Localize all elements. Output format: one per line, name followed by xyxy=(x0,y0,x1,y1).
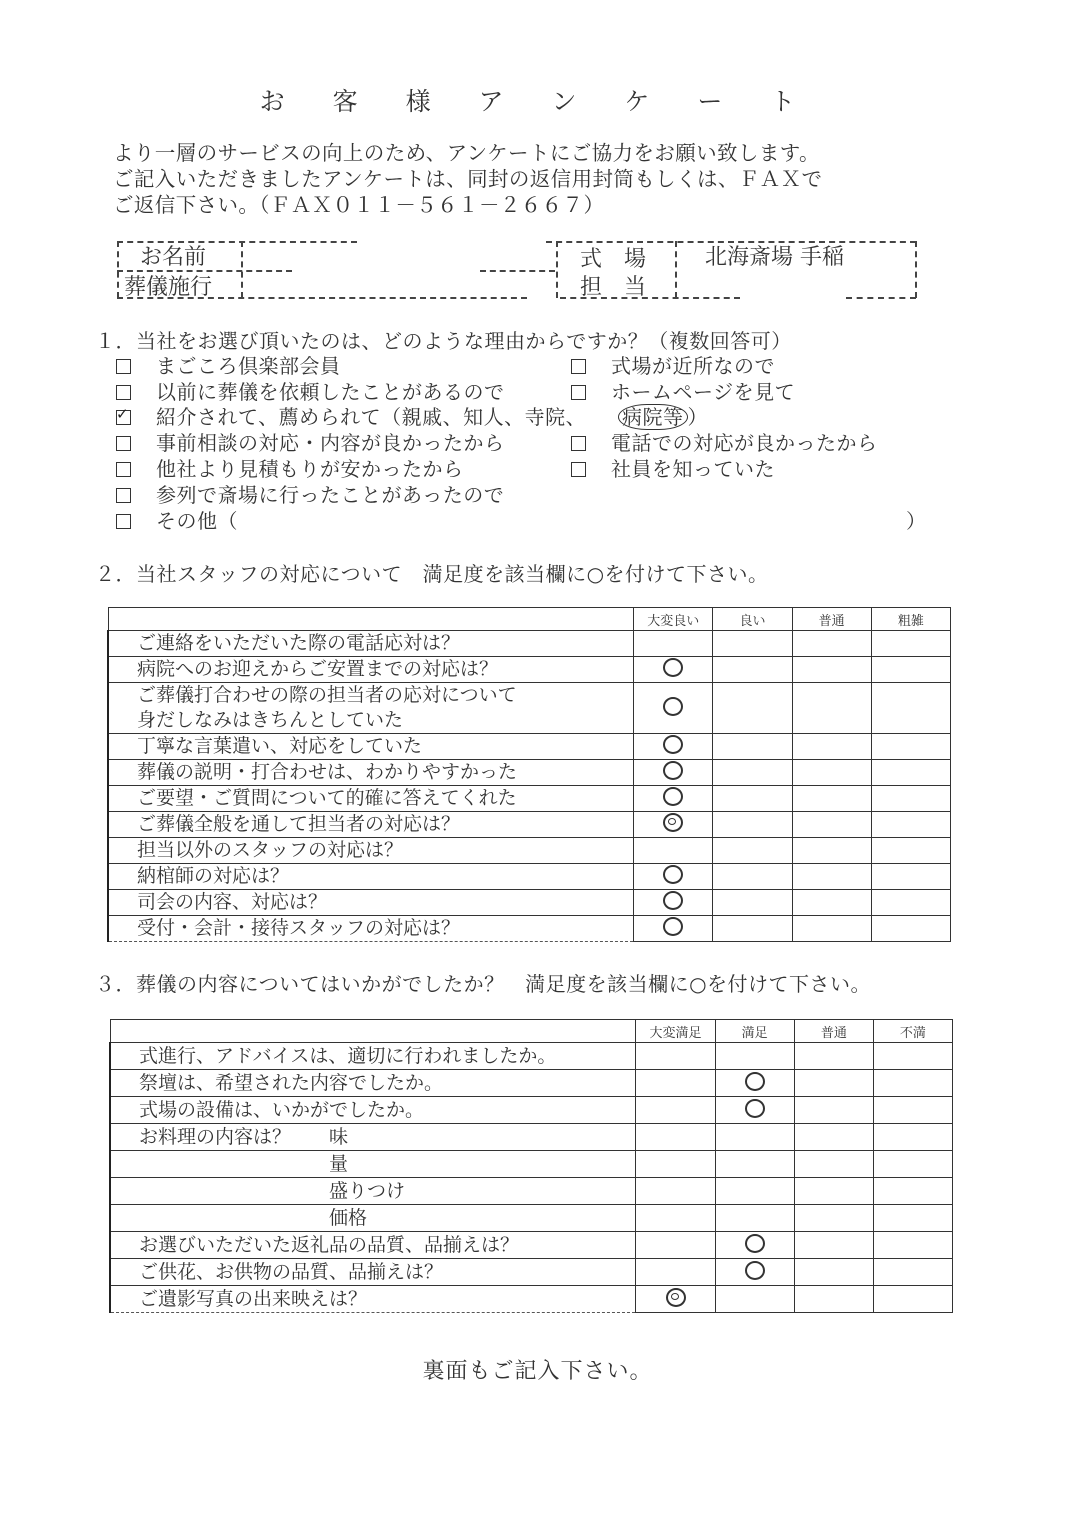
question-text: 式進行、アドバイスは、適切に行われましたか。 xyxy=(110,1043,636,1070)
option-label: 社員を知っていた xyxy=(611,457,775,481)
rating-cell[interactable] xyxy=(871,760,950,786)
circle-mark-icon xyxy=(663,917,683,936)
rating-cell[interactable] xyxy=(713,812,792,838)
rating-cell[interactable] xyxy=(636,1043,715,1070)
table-row xyxy=(110,1205,953,1232)
question-text: 納棺師の対応は？ xyxy=(108,864,634,890)
rating-cell[interactable] xyxy=(713,864,792,890)
q3-heading: ３．葬儀の内容についてはいかがでしたか？ 満足度を該当欄に○を付けて下さい。 xyxy=(95,972,872,996)
rating-cell[interactable] xyxy=(636,1205,715,1232)
question-text: ご連絡をいただいた際の電話応対は？ xyxy=(108,631,634,657)
question-text: 担当以外のスタッフの対応は？ xyxy=(108,838,634,864)
rating-cell[interactable] xyxy=(715,1178,794,1205)
circle-mark-icon xyxy=(666,1288,686,1307)
table-row xyxy=(108,916,951,942)
q3-table xyxy=(109,1019,953,1313)
rating-cell[interactable] xyxy=(794,1232,873,1259)
rating-cell[interactable] xyxy=(634,786,713,812)
rating-cell[interactable] xyxy=(794,1259,873,1286)
table-row xyxy=(110,1070,953,1097)
rating-cell[interactable] xyxy=(713,657,792,683)
rating-cell[interactable] xyxy=(792,786,871,812)
page-title: お 客 様 ア ン ケ ー ト xyxy=(259,87,816,116)
rating-cell[interactable] xyxy=(636,1232,715,1259)
rating-cell[interactable] xyxy=(634,890,713,916)
rating-cell[interactable] xyxy=(713,838,792,864)
table-row xyxy=(108,760,951,786)
rating-cell[interactable] xyxy=(794,1178,873,1205)
rating-cell[interactable] xyxy=(873,1286,952,1313)
checkbox[interactable] xyxy=(116,385,131,400)
rating-cell[interactable] xyxy=(873,1151,952,1178)
checkbox[interactable] xyxy=(116,462,131,477)
rating-cell[interactable] xyxy=(634,916,713,942)
rating-cell[interactable] xyxy=(794,1151,873,1178)
table-row xyxy=(110,1178,953,1205)
rating-cell[interactable] xyxy=(715,1151,794,1178)
circled-text: 病院等 xyxy=(618,404,688,430)
question-text: 価格 xyxy=(110,1205,636,1232)
q1-circled-answer xyxy=(618,401,708,430)
rating-cell[interactable] xyxy=(792,760,871,786)
q1-heading: １．当社をお選び頂いたのは、どのような理由からですか？（複数回答可） xyxy=(95,329,792,353)
rating-cell[interactable] xyxy=(715,1286,794,1313)
column-header: 良い xyxy=(713,608,792,631)
question-text: 受付・会計・接待スタッフの対応は？ xyxy=(108,916,634,942)
rating-cell[interactable] xyxy=(634,657,713,683)
q2-heading: ２．当社スタッフの対応について 満足度を該当欄に○を付けて下さい。 xyxy=(95,562,769,586)
checkbox[interactable] xyxy=(571,385,586,400)
q1-option xyxy=(571,427,878,456)
circle-mark-icon xyxy=(663,658,683,677)
rating-cell[interactable] xyxy=(873,1097,952,1124)
circle-mark-icon xyxy=(663,891,683,910)
other-close-paren: ） xyxy=(906,509,927,533)
table-row xyxy=(108,683,951,734)
column-header: 満足 xyxy=(715,1020,794,1043)
rating-cell[interactable] xyxy=(634,760,713,786)
header-blank xyxy=(108,608,634,631)
question-text: お選びいただいた返礼品の品質、品揃えは？ xyxy=(110,1232,636,1259)
q1-option xyxy=(116,505,238,534)
table-row xyxy=(110,1286,953,1313)
option-label: ホームページを見て xyxy=(611,380,796,404)
rating-cell[interactable] xyxy=(871,657,950,683)
question-text: 司会の内容、対応は？ xyxy=(108,890,634,916)
rating-cell[interactable] xyxy=(713,890,792,916)
rating-cell[interactable] xyxy=(873,1178,952,1205)
option-label: 電話での対応が良かったから xyxy=(611,431,878,455)
name-label: お名前 xyxy=(140,245,207,270)
rating-cell[interactable] xyxy=(713,786,792,812)
rating-cell[interactable] xyxy=(871,838,950,864)
rating-cell[interactable] xyxy=(715,1070,794,1097)
rating-cell[interactable] xyxy=(871,916,950,942)
checkbox[interactable] xyxy=(116,514,131,529)
venue-label: 式 場 xyxy=(580,247,647,272)
rating-cell[interactable] xyxy=(794,1205,873,1232)
q1-option xyxy=(116,350,341,379)
rating-cell[interactable] xyxy=(636,1151,715,1178)
rating-cell[interactable] xyxy=(713,760,792,786)
question-text: 葬儀の説明・打合わせは、わかりやすかった xyxy=(108,760,634,786)
rating-cell[interactable] xyxy=(792,631,871,657)
rating-cell[interactable] xyxy=(792,812,871,838)
rating-cell[interactable] xyxy=(792,683,871,734)
rating-cell[interactable] xyxy=(792,657,871,683)
column-header: 普通 xyxy=(794,1020,873,1043)
rating-cell[interactable] xyxy=(715,1043,794,1070)
table-row xyxy=(108,734,951,760)
rating-cell[interactable] xyxy=(715,1259,794,1286)
rating-cell[interactable] xyxy=(792,916,871,942)
circle-mark-icon xyxy=(663,787,683,806)
q1-option xyxy=(116,427,505,456)
funeral-label: 葬儀施行 xyxy=(124,275,213,300)
circle-mark-icon xyxy=(663,865,683,884)
column-header: 大変満足 xyxy=(636,1020,715,1043)
rating-cell[interactable] xyxy=(636,1286,715,1313)
q1-option xyxy=(116,479,504,508)
rating-cell[interactable] xyxy=(871,734,950,760)
rating-cell[interactable] xyxy=(792,838,871,864)
rating-cell[interactable] xyxy=(715,1097,794,1124)
rating-cell[interactable] xyxy=(792,890,871,916)
question-text: ご遺影写真の出来映えは？ xyxy=(110,1286,636,1313)
question-text: 盛りつけ xyxy=(110,1178,636,1205)
option-label: その他（ xyxy=(156,509,238,533)
venue-value: 北海斎場 手稲 xyxy=(705,245,844,270)
checkbox[interactable] xyxy=(571,462,586,477)
checkbox[interactable] xyxy=(116,488,131,503)
rating-cell[interactable] xyxy=(636,1178,715,1205)
rating-cell[interactable] xyxy=(636,1124,715,1151)
rating-cell[interactable] xyxy=(634,734,713,760)
rating-cell[interactable] xyxy=(873,1124,952,1151)
question-text: ご供花、お供物の品質、品揃えは？ xyxy=(110,1259,636,1286)
rating-cell[interactable] xyxy=(871,864,950,890)
rating-cell[interactable] xyxy=(713,734,792,760)
q1-option xyxy=(571,453,775,482)
checkbox[interactable] xyxy=(116,410,131,425)
rating-cell[interactable] xyxy=(873,1259,952,1286)
rating-cell[interactable] xyxy=(873,1070,952,1097)
question-text: 祭壇は、希望された内容でしたか。 xyxy=(110,1070,636,1097)
table-row xyxy=(110,1151,953,1178)
rating-cell[interactable] xyxy=(636,1070,715,1097)
checkbox[interactable] xyxy=(571,436,586,451)
question-text: 量 xyxy=(110,1151,636,1178)
rating-cell[interactable] xyxy=(634,864,713,890)
rating-cell[interactable] xyxy=(871,812,950,838)
question-text: お料理の内容は？ 味 xyxy=(110,1124,636,1151)
question-text: ご葬儀打合わせの際の担当者の応対について 身だしなみはきちんとしていた xyxy=(108,683,634,734)
question-text: 病院へのお迎えからご安置までの対応は？ xyxy=(108,657,634,683)
rating-cell[interactable] xyxy=(715,1205,794,1232)
column-header: 大変良い xyxy=(634,608,713,631)
circle-mark-icon xyxy=(745,1099,765,1118)
rating-cell[interactable] xyxy=(794,1043,873,1070)
table-row xyxy=(108,657,951,683)
table-row xyxy=(110,1232,953,1259)
rating-cell[interactable] xyxy=(715,1124,794,1151)
table-row xyxy=(110,1043,953,1070)
table-row xyxy=(110,1259,953,1286)
header-blank xyxy=(110,1020,636,1043)
rating-cell[interactable] xyxy=(794,1124,873,1151)
question-text: ご葬儀全般を通して担当者の対応は？ xyxy=(108,812,634,838)
circle-mark-icon xyxy=(745,1072,765,1091)
rating-cell[interactable] xyxy=(713,683,792,734)
column-header: 普通 xyxy=(792,608,871,631)
question-text: ご要望・ご質問について的確に答えてくれた xyxy=(108,786,634,812)
table-row xyxy=(110,1097,953,1124)
rating-cell[interactable] xyxy=(636,1259,715,1286)
table-row xyxy=(108,890,951,916)
close-paren: ） xyxy=(687,405,708,429)
option-label: 式場が近所なので xyxy=(611,354,775,378)
staff-label: 担 当 xyxy=(580,275,647,300)
rating-cell[interactable] xyxy=(873,1043,952,1070)
rating-cell[interactable] xyxy=(871,683,950,734)
option-label: 参列で斎場に行ったことがあったので xyxy=(156,483,505,507)
intro-text: より一層のサービスの向上のため、アンケートにご協力をお願い致します。 ご記入いただきましたアンケートは、同封の返信用封筒もしくは、ＦＡＸで ご返信下さい。（ＦＡＸ０１１－５６１－２６６７） xyxy=(113,141,823,217)
rating-cell[interactable] xyxy=(715,1232,794,1259)
question-text: 式場の設備は、いかがでしたか。 xyxy=(110,1097,636,1124)
option-label: 紹介されて、薦められて（親戚、知人、寺院、 xyxy=(156,405,587,429)
rating-cell[interactable] xyxy=(873,1205,952,1232)
rating-cell[interactable] xyxy=(634,631,713,657)
circle-mark-icon xyxy=(663,697,683,716)
circle-mark-icon xyxy=(663,761,683,780)
rating-cell[interactable] xyxy=(871,631,950,657)
table-row xyxy=(108,631,951,657)
q2-table xyxy=(107,607,951,942)
rating-cell[interactable] xyxy=(794,1286,873,1313)
rating-cell[interactable] xyxy=(792,734,871,760)
checkbox[interactable] xyxy=(116,359,131,374)
q1-option xyxy=(116,401,586,430)
circle-mark-icon xyxy=(663,813,683,832)
option-label: まごころ倶楽部会員 xyxy=(156,354,341,378)
q1-option xyxy=(116,453,464,482)
rating-cell[interactable] xyxy=(634,838,713,864)
table-row xyxy=(108,786,951,812)
table-row xyxy=(108,838,951,864)
rating-cell[interactable] xyxy=(713,631,792,657)
column-header: 粗雑 xyxy=(871,608,950,631)
footer-note: 裏面もご記入下さい。 xyxy=(422,1359,653,1384)
rating-cell[interactable] xyxy=(794,1097,873,1124)
option-label: 以前に葬儀を依頼したことがあるので xyxy=(156,380,505,404)
rating-cell[interactable] xyxy=(871,890,950,916)
checkbox[interactable] xyxy=(571,359,586,374)
rating-cell[interactable] xyxy=(636,1097,715,1124)
rating-cell[interactable] xyxy=(634,683,713,734)
column-header: 不満 xyxy=(873,1020,952,1043)
option-label: 事前相談の対応・内容が良かったから xyxy=(156,431,505,455)
rating-cell[interactable] xyxy=(794,1070,873,1097)
table-row xyxy=(110,1124,953,1151)
rating-cell[interactable] xyxy=(634,812,713,838)
circle-mark-icon xyxy=(663,735,683,754)
table-row xyxy=(108,864,951,890)
rating-cell[interactable] xyxy=(871,786,950,812)
rating-cell[interactable] xyxy=(873,1232,952,1259)
question-text: 丁寧な言葉遣い、対応をしていた xyxy=(108,734,634,760)
checkbox[interactable] xyxy=(116,436,131,451)
circle-mark-icon xyxy=(745,1234,765,1253)
table-row xyxy=(108,812,951,838)
rating-cell[interactable] xyxy=(713,916,792,942)
option-label: 他社より見積もりが安かったから xyxy=(156,457,464,481)
q1-option xyxy=(571,350,775,379)
circle-mark-icon xyxy=(745,1261,765,1280)
rating-cell[interactable] xyxy=(792,864,871,890)
